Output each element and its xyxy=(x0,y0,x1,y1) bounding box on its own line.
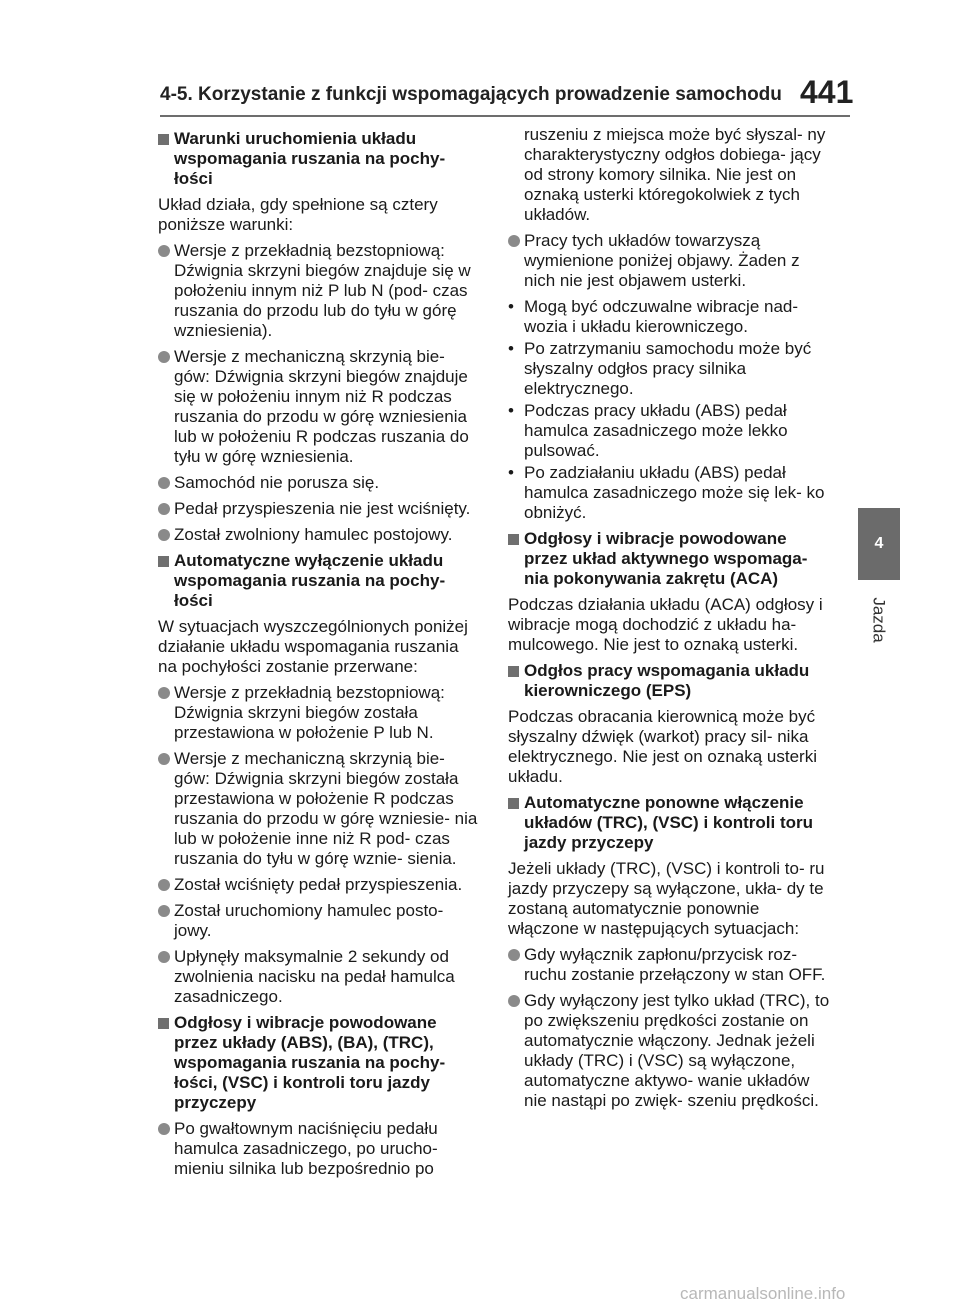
bullet-dot-icon xyxy=(508,949,520,961)
bullet-item xyxy=(508,945,833,985)
bullet-item xyxy=(158,1119,478,1179)
bullet-item xyxy=(158,683,478,743)
sub-bullet-text: Po zadziałaniu układu (ABS) pedał hamulca zasadniczego może się lek- ko obniżyć. xyxy=(524,463,825,522)
bullet-item xyxy=(158,749,478,869)
header-title: 4-5. Korzystanie z funkcji wspomagających prowadzenie samochodu xyxy=(160,84,782,105)
bullet-item xyxy=(508,991,833,1111)
bullet-dot-icon xyxy=(158,951,170,963)
sub-bullet-item xyxy=(508,463,833,523)
header-divider xyxy=(160,115,850,117)
bullet-dot-icon xyxy=(158,879,170,891)
sub-bullet-mark: • xyxy=(508,297,514,316)
bullet-dot-icon xyxy=(158,503,170,515)
sub-bullet-item xyxy=(508,297,833,337)
bullet-item xyxy=(158,347,478,467)
bullet-text: Pedał przyspieszenia nie jest wciśnięty. xyxy=(174,499,471,518)
bullet-text: Gdy wyłącznik zapłonu/przycisk roz- ruchu zostanie przełączony w stan OFF. xyxy=(524,945,826,984)
bullet-text: Pracy tych układów towarzyszą wymienione poniżej objawy. Żaden z nich nie jest objawem usterki. xyxy=(524,231,800,290)
bullet-dot-icon xyxy=(508,995,520,1007)
bullet-dot-icon xyxy=(158,1123,170,1135)
bullet-text: Wersje z przekładnią bezstopniową: Dźwignia skrzyni biegów została przestawiona w położenie P lub N. xyxy=(174,683,445,742)
section-title-noise-vibration: Odgłosy i wibracje powodowane przez układy (ABS), (BA), (TRC), wspomagania ruszania na pochy- łości, (VSC) i kontroli toru jazdy przyczepy xyxy=(158,1013,478,1113)
section-title-aca: Odgłosy i wibracje powodowane przez układ aktywnego wspomaga- nia pokonywania zakrętu (ACA) xyxy=(508,529,833,589)
chapter-label-text: Jazda xyxy=(870,597,889,643)
right-column xyxy=(508,123,833,1117)
bullet-dot-icon xyxy=(158,477,170,489)
bullet-dot-icon xyxy=(158,687,170,699)
sub-bullet-text: Mogą być odczuwalne wibracje nad- wozia i układu kierowniczego. xyxy=(524,297,799,336)
bullet-item xyxy=(158,499,478,519)
bullet-text: Został zwolniony hamulec postojowy. xyxy=(174,525,453,544)
bullet-text: Samochód nie porusza się. xyxy=(174,473,380,492)
sub-bullet-mark: • xyxy=(508,463,514,482)
chapter-tab[interactable]: 4 xyxy=(858,508,900,580)
bullet-text: Wersje z mechaniczną skrzynią bie- gów: Dźwignia skrzyni biegów znajduje się w położeniu innym niż R podczas ruszania do przodu w górę wzniesienia lub w położeniu R podczas ruszania do tyłu w górę wzniesienia. xyxy=(174,347,469,466)
bullet-text: Wersje z mechaniczną skrzynią bie- gów: Dźwignia skrzyni biegów została przestawiona w położenie R podczas ruszania do przodu w górę wzniesie- nia lub w położenie inne niż R pod- czas ruszania do tyłu w górę wznie- sienia. xyxy=(174,749,478,868)
bullet-item xyxy=(158,901,478,941)
bullet-text: Gdy wyłączony jest tylko układ (TRC), to po zwiększeniu prędkości zostanie on automatycznie włączony. Jednak jeżeli układy (TRC) i (VSC) są wyłączone, automatyczne aktywo- wanie układów nie nastąpi po zwięk- szeniu prędkości. xyxy=(524,991,830,1110)
bullet-text: Został uruchomiony hamulec posto- jowy. xyxy=(174,901,444,940)
sub-bullet-item xyxy=(508,339,833,399)
chapter-label xyxy=(858,590,900,650)
bullet-item xyxy=(158,525,478,545)
bullet-dot-icon xyxy=(158,753,170,765)
bullet-text: Wersje z przekładnią bezstopniową: Dźwignia skrzyni biegów znajduje się w położeniu innym niż P lub N (pod- czas ruszania do przodu lub do tyłu w górę wzniesienia). xyxy=(174,241,471,340)
section-title-auto-disable: Automatyczne wyłączenie układu wspomagania ruszania na pochy- łości xyxy=(158,551,478,611)
bullet-item xyxy=(158,473,478,493)
page-number: 441 xyxy=(800,74,854,110)
sub-bullet-item xyxy=(508,401,833,461)
left-column xyxy=(158,123,478,1185)
sub-bullet-mark: • xyxy=(508,339,514,358)
paragraph: Jeżeli układy (TRC), (VSC) i kontroli to- ru jazdy przyczepy są wyłączone, ukła- dy te zostaną automatycznie ponownie włączone w następujących sytuacjach: xyxy=(508,859,825,938)
section-title-start-conditions: Warunki uruchomienia układu wspomagania ruszania na pochy- łości xyxy=(158,129,478,189)
sub-bullet-mark: • xyxy=(508,401,514,420)
section-title-auto-reenable: Automatyczne ponowne włączenie układów (TRC), (VSC) i kontroli toru jazdy przyczepy xyxy=(508,793,833,853)
bullet-text: Po gwałtownym naciśnięciu pedału hamulca zasadniczego, po urucho- mieniu silnika lub bezpośrednio po xyxy=(174,1119,438,1178)
paragraph: Podczas działania układu (ACA) odgłosy i wibracje mogą dochodzić z układu ha- mulcowego. Nie jest to oznaką usterki. xyxy=(508,595,823,654)
sub-bullet-text: Podczas pracy układu (ABS) pedał hamulca zasadniczego może lekko pulsować. xyxy=(524,401,788,460)
watermark: carmanualsonline.info xyxy=(680,1284,846,1303)
paragraph: W sytuacjach wyszczególnionych poniżej działanie układu wspomagania ruszania na pochyłości zostanie przerwane: xyxy=(158,617,468,676)
paragraph: Podczas obracania kierownicą może być słyszalny dźwięk (warkot) pracy sil- nika elektrycznego. Nie jest on oznaką usterki układu. xyxy=(508,707,817,786)
bullet-item xyxy=(158,241,478,341)
sub-bullet-text: Po zatrzymaniu samochodu może być słyszalny odgłos pracy silnika elektrycznego. xyxy=(524,339,812,398)
bullet-dot-icon xyxy=(158,351,170,363)
bullet-dot-icon xyxy=(158,905,170,917)
bullet-item xyxy=(158,947,478,1007)
section-title-eps: Odgłos pracy wspomagania układu kierowniczego (EPS) xyxy=(508,661,833,701)
bullet-item xyxy=(508,231,833,291)
bullet-dot-icon xyxy=(158,245,170,257)
bullet-continuation: ruszeniu z miejsca może być słyszal- ny charakterystyczny odgłos dobiega- jący od strony komory silnika. Nie jest on oznaką usterki któregokolwiek z tych układów. xyxy=(524,125,826,224)
bullet-text: Został wciśnięty pedał przyspieszenia. xyxy=(174,875,463,894)
bullet-dot-icon xyxy=(158,529,170,541)
paragraph: Układ działa, gdy spełnione są cztery poniższe warunki: xyxy=(158,195,438,234)
bullet-text: Upłynęły maksymalnie 2 sekundy od zwolnienia nacisku na pedał hamulca zasadniczego. xyxy=(174,947,455,1006)
bullet-item xyxy=(158,875,478,895)
bullet-dot-icon xyxy=(508,235,520,247)
